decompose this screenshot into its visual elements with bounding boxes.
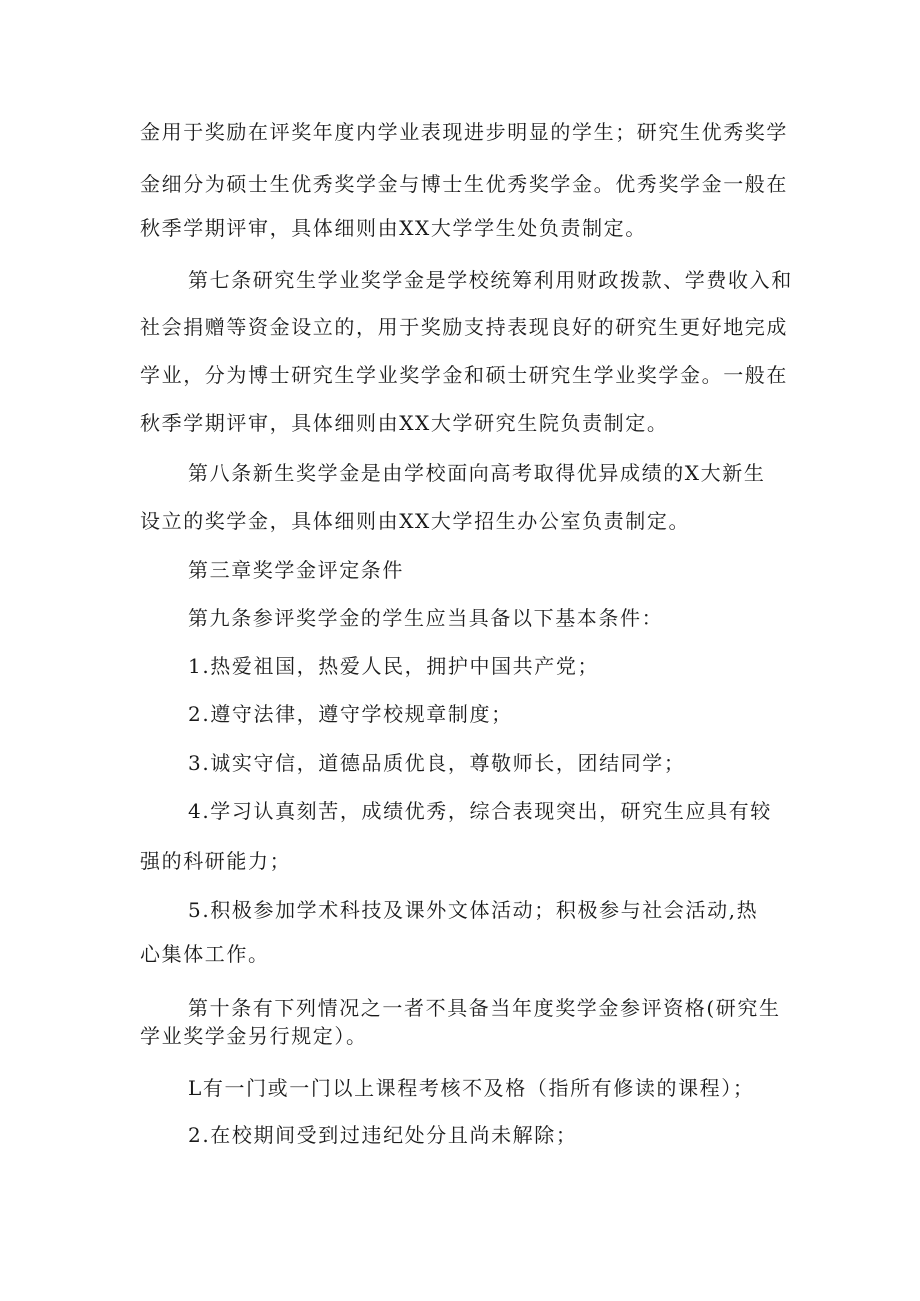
paragraph-line: 金细分为硕士生优秀奖学金与博士生优秀奖学金。优秀奖学金一般在 — [140, 172, 788, 196]
list-item-continuation: 心集体工作。 — [140, 942, 270, 966]
list-item: 1.热爱祖国，热爱人民，拥护中国共产党； — [188, 654, 600, 678]
paragraph-line: 社会捐赠等资金设立的，用于奖励支持表现良好的研究生更好地完成 — [140, 315, 788, 339]
paragraph-line: 第九条参评奖学金的学生应当具备以下基本条件： — [188, 606, 664, 630]
list-item: 5.积极参加学术科技及课外文体活动；积极参与社会活动,热 — [188, 898, 759, 922]
list-item: 4.学习认真刻苦，成绩优秀，综合表现突出，研究生应具有较 — [188, 799, 772, 823]
paragraph-line: 第十条有下列情况之一者不具备当年度奖学金参评资格(研究生 — [188, 996, 781, 1020]
list-item: L有一门或一门以上课程考核不及格（指所有修读的课程）； — [188, 1076, 755, 1100]
chapter-heading: 第三章奖学金评定条件 — [188, 558, 404, 582]
paragraph-line: 秋季学期评审，具体细则由XX大学研究生院负责制定。 — [140, 411, 669, 435]
paragraph-line: 第八条新生奖学金是由学校面向高考取得优异成绩的X大新生 — [188, 461, 766, 485]
list-item: 2.遵守法律，遵守学校规章制度； — [188, 702, 513, 726]
paragraph-line: 秋季学期评审，具体细则由XX大学学生处负责制定。 — [140, 216, 647, 240]
paragraph-line: 金用于奖励在评奖年度内学业表现进步明显的学生；研究生优秀奖学 — [140, 120, 788, 144]
paragraph-line: 学业奖学金另行规定）。 — [140, 1024, 368, 1048]
list-item-continuation: 强的科研能力； — [140, 849, 292, 873]
list-item: 2.在校期间受到过违纪处分且尚未解除； — [188, 1123, 578, 1147]
paragraph-line: 学业，分为博士研究生学业奖学金和硕士研究生学业奖学金。一般在 — [140, 363, 788, 387]
paragraph-line: 第七条研究生学业奖学金是学校统筹利用财政拨款、学费收入和 — [188, 268, 793, 292]
list-item: 3.诚实守信，道德品质优良，尊敬师长，团结同学； — [188, 751, 686, 775]
paragraph-line: 设立的奖学金，具体细则由XX大学招生办公室负责制定。 — [140, 509, 691, 533]
